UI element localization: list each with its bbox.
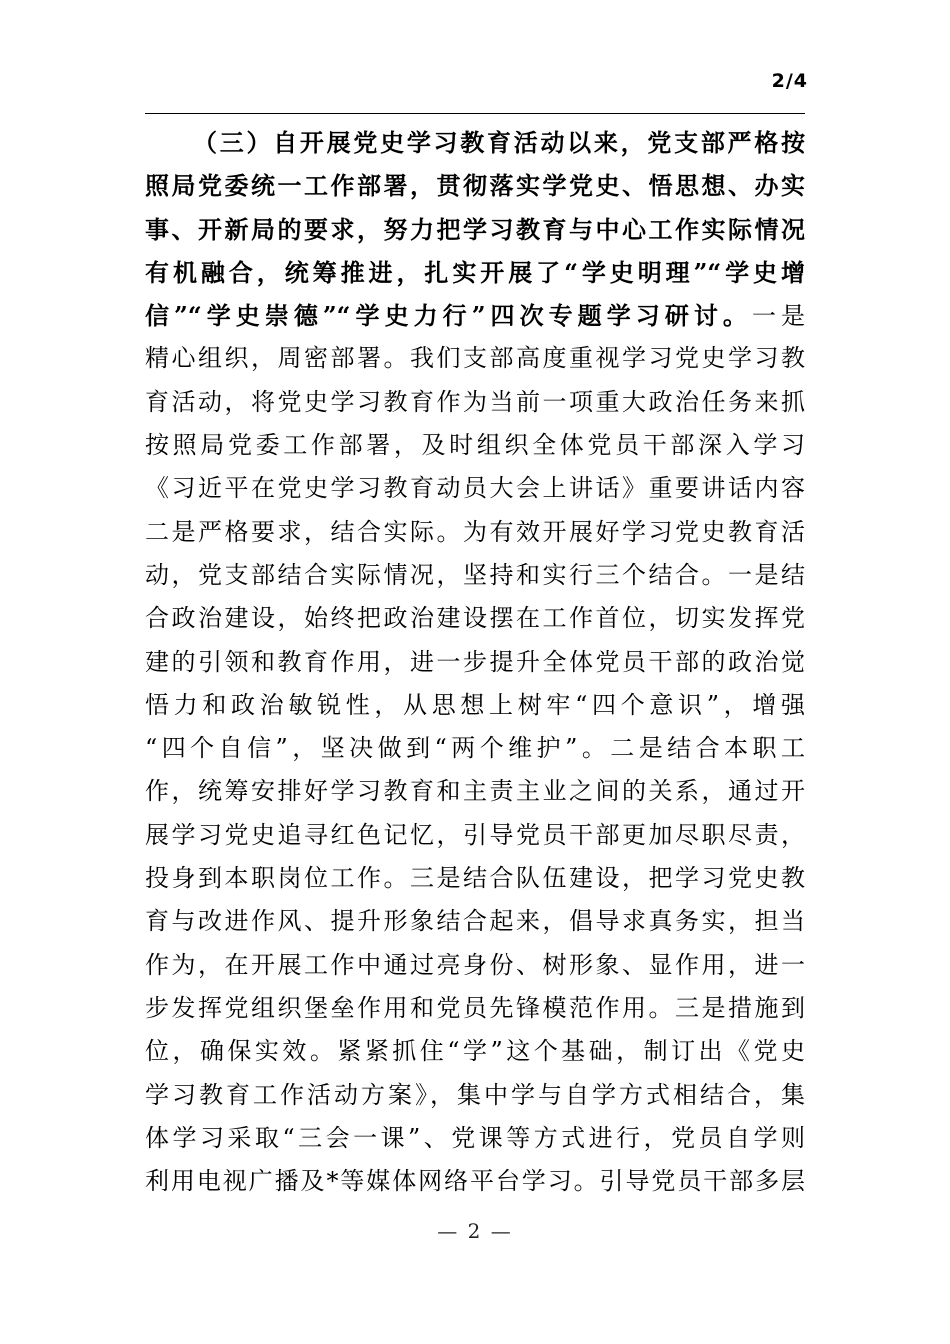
body-text-span: 育活动，将党史学习教育作为当前一项重大政治任务来抓: [145, 387, 805, 416]
body-text-span: 按照局党委工作部署，及时组织全体党员干部深入学习: [145, 431, 805, 460]
bold-text: 照局党委统一工作部署，贯彻落实学党史、悟思想、办实: [145, 171, 805, 201]
body-text-span: 作为，在开展工作中通过亮身份、树形象、显作用，进一: [145, 950, 805, 979]
text-line: [145, 208, 805, 251]
bold-text: 有机融合，统筹推进，扎实开展了“学史明理”“学史增: [145, 257, 805, 287]
text-line: [145, 381, 805, 424]
text-line: [145, 1160, 805, 1203]
body-text-span: “四个自信”，坚决做到“两个维护”。二是结合本职工: [145, 734, 805, 763]
header-rule: [145, 113, 805, 114]
body-text-span: 体学习采取“三会一课”、党课等方式进行，党员自学则: [145, 1123, 805, 1152]
text-line: [145, 944, 805, 987]
text-line: [145, 1074, 805, 1117]
text-line: [145, 1117, 805, 1160]
text-line: [145, 554, 805, 597]
body-text-span: 悟力和政治敏锐性，从思想上树牢“四个意识”，增强: [145, 690, 805, 719]
text-line: [145, 684, 805, 727]
text-line: [145, 337, 805, 380]
bold-text: （三）自开展党史学习教育活动以来，党支部严格按: [193, 128, 805, 157]
text-line: [145, 164, 805, 207]
bold-text: 事、开新局的要求，努力把学习教育与中心工作实际情况: [145, 214, 805, 244]
body-text-span: 展学习党史追寻红色记忆，引导党员干部更加尽职尽责，: [145, 820, 805, 849]
body-text-span: 投身到本职岗位工作。三是结合队伍建设，把学习党史教: [145, 864, 805, 893]
text-line: [145, 770, 805, 813]
text-line: [145, 511, 805, 554]
body-text-span: 精心组织，周密部署。我们支部高度重视学习党史学习教: [145, 344, 805, 373]
text-line: [145, 641, 805, 684]
page-counter: 2/4: [771, 70, 808, 92]
text-line: [145, 814, 805, 857]
text-line: [145, 727, 805, 770]
page-number: — 2 —: [437, 1219, 513, 1243]
body-text-span: 建的引领和教育作用，进一步提升全体党员干部的政治觉: [145, 647, 805, 676]
text-line: [145, 987, 805, 1030]
body-text-span: 一是: [751, 302, 805, 331]
body-text-span: 《习近平在党史学习教育动员大会上讲话》重要讲话内容: [145, 474, 805, 503]
body-text-span: 学习教育工作活动方案》，集中学与自学方式相结合，集: [145, 1080, 805, 1109]
body-text-span: 作，统筹安排好学习教育和主责主业之间的关系，通过开: [145, 777, 805, 806]
text-line: [145, 1030, 805, 1073]
text-line: [145, 900, 805, 943]
body-text-span: 育与改进作风、提升形象结合起来，倡导求真务实，担当: [145, 907, 805, 936]
body-text-span: 利用电视广播及*等媒体网络平台学习。引导党员干部多层: [145, 1167, 805, 1196]
body-text-span: 合政治建设，始终把政治建设摆在工作首位，切实发挥党: [145, 604, 805, 633]
text-line: [145, 467, 805, 510]
text-line: [145, 251, 805, 294]
text-line: [145, 294, 805, 337]
text-line: [145, 597, 805, 640]
body-text-span: 位，确保实效。紧紧抓住“学”这个基础，制订出《党史: [145, 1037, 805, 1066]
text-line: [145, 121, 805, 164]
body-text-span: 步发挥党组织堡垒作用和党员先锋模范作用。三是措施到: [145, 993, 805, 1022]
body-text-span: 二是严格要求，结合实际。为有效开展好学习党史教育活: [145, 517, 805, 546]
text-line: [145, 424, 805, 467]
bold-text: 信”“学史崇德”“学史力行”四次专题学习研讨。: [145, 301, 752, 331]
body-text-span: 动，党支部结合实际情况，坚持和实行三个结合。一是结: [145, 560, 805, 589]
text-line: [145, 857, 805, 900]
body-text: [145, 121, 805, 1203]
